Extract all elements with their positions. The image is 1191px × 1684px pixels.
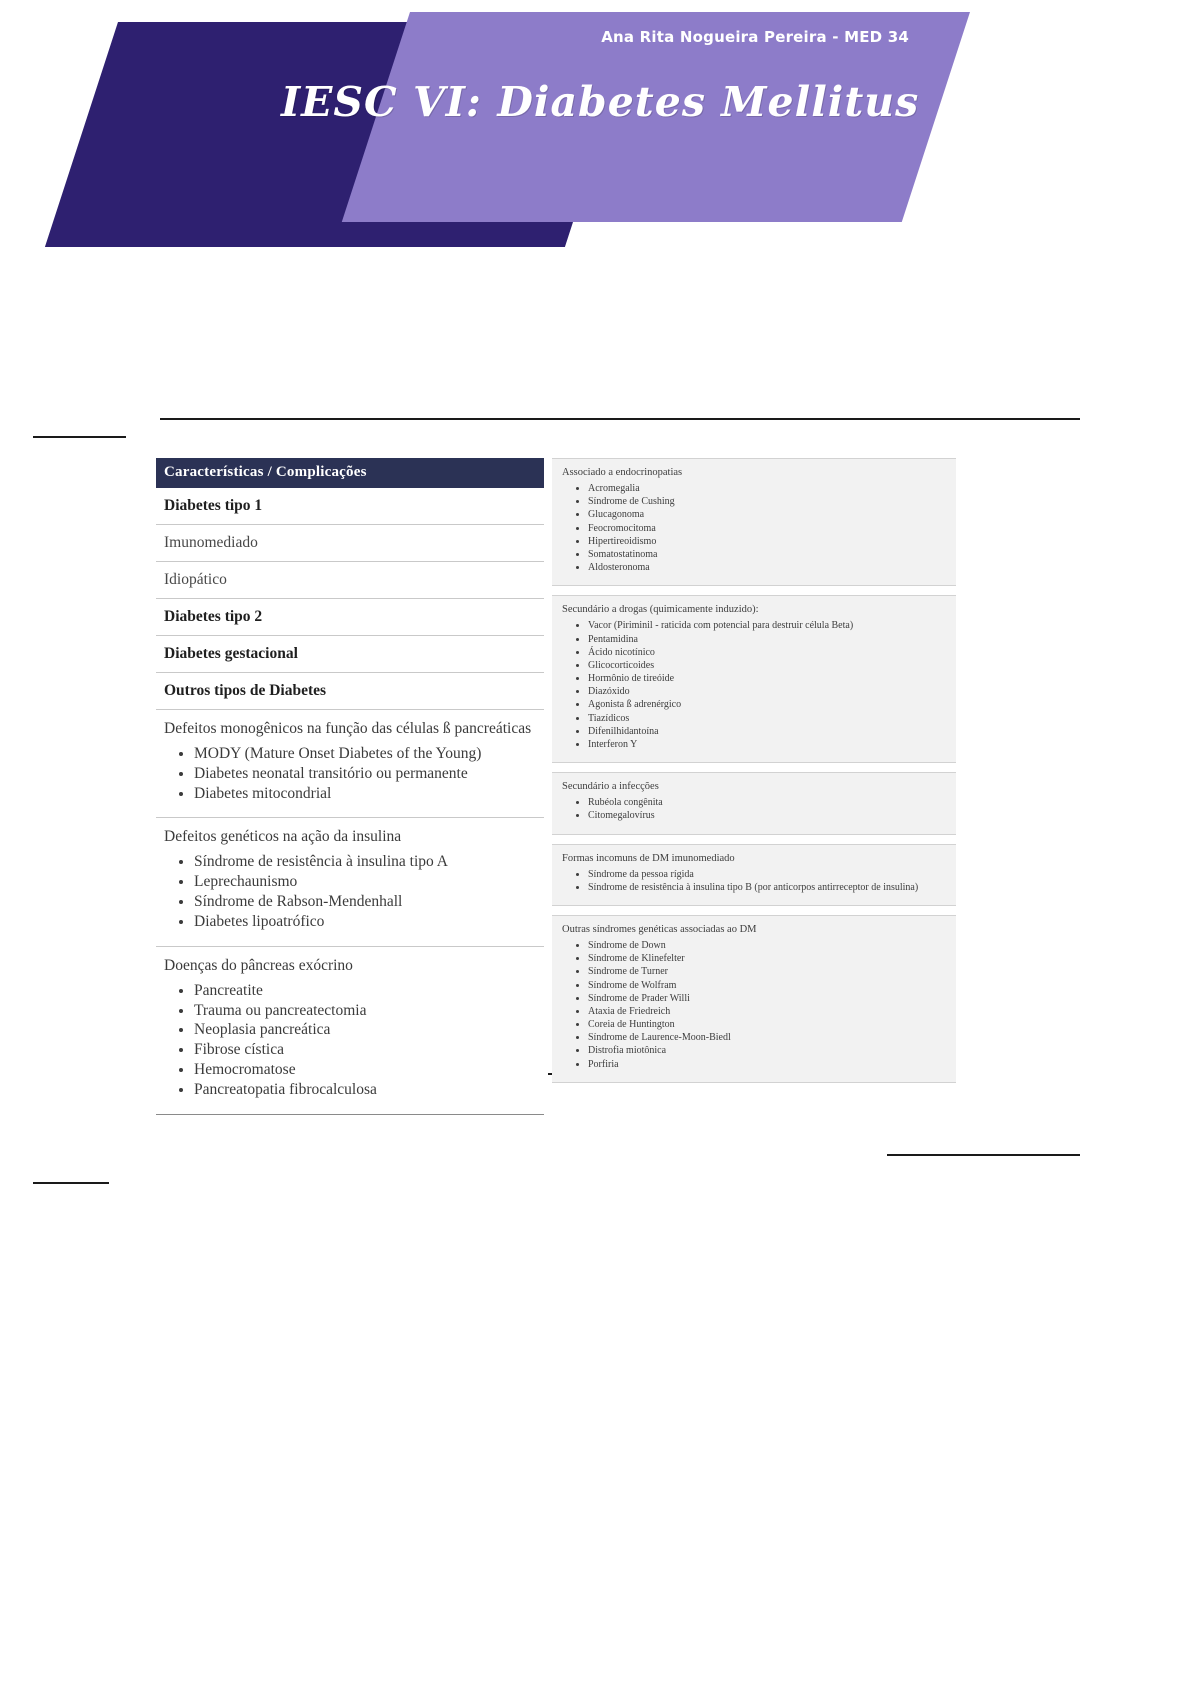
list-item: • Coreia de Huntington: [588, 1018, 946, 1031]
box-list: [562, 939, 946, 1071]
classification-table: [156, 458, 544, 1115]
box-list: [562, 482, 946, 574]
box-title: Associado a endocrinopatias: [562, 467, 683, 478]
list-item: • Diabetes lipoatrófico: [194, 912, 536, 932]
divider-left-upper: [33, 436, 126, 438]
list-item: • Hipertireoidismo: [588, 535, 946, 548]
table-row: Diabetes gestacional: [156, 636, 544, 673]
secondary-causes-panel: [552, 458, 956, 1092]
list-item: • Pancreatite: [194, 981, 536, 1001]
list-item: • Difenilhidantoína: [588, 725, 946, 738]
divider-left-lower: [33, 1182, 109, 1184]
list-item: • Diabetes neonatal transitório ou permanente: [194, 764, 536, 784]
info-box-infeccoes: [552, 772, 956, 834]
list-item: • Síndrome de Laurence-Moon-Biedl: [588, 1031, 946, 1044]
table-row: Outros tipos de Diabetes: [156, 673, 544, 710]
box-list: [562, 619, 946, 751]
box-title: Secundário a drogas (quimicamente induzido):: [562, 604, 759, 616]
table-row: Diabetes tipo 1: [156, 488, 544, 525]
info-box-sindromes-geneticas: [552, 915, 956, 1083]
section-title: Doenças do pâncreas exócrino: [164, 956, 353, 974]
list-item: • Hemocromatose: [194, 1060, 536, 1080]
list-item: • Síndrome de Down: [588, 939, 946, 952]
section-title: Defeitos genéticos na ação da insulina: [164, 828, 402, 846]
list-item: • Rubéola congênita: [588, 796, 946, 809]
list-item: • Aldosteronoma: [588, 561, 946, 574]
list-item: • Síndrome da pessoa rígida: [588, 868, 946, 881]
info-box-drogas: [552, 595, 956, 763]
list-item: • Síndrome de Wolfram: [588, 979, 946, 992]
page-title: IESC VI: Diabetes Mellitus: [281, 78, 920, 126]
list-item: • Síndrome de Turner: [588, 965, 946, 978]
list-item: • Glicocorticoides: [588, 659, 946, 672]
list-item: • Síndrome de Klinefelter: [588, 952, 946, 965]
table-section: [156, 818, 544, 946]
box-title: Secundário a infecções: [562, 781, 659, 793]
list-item: • MODY (Mature Onset Diabetes of the Young): [194, 744, 536, 764]
list-item: • Citomegalovírus: [588, 809, 946, 822]
list-item: • Síndrome de Rabson-Mendenhall: [194, 892, 536, 912]
list-item: • Fibrose cística: [194, 1040, 536, 1060]
info-box-endocrinopatias: [552, 458, 956, 586]
table-row: Imunomediado: [156, 525, 544, 562]
list-item: • Síndrome de Cushing: [588, 495, 946, 508]
list-item: • Ataxia de Friedreich: [588, 1005, 946, 1018]
list-item: • Neoplasia pancreática: [194, 1020, 536, 1040]
box-title: Formas incomuns de DM imunomediado: [562, 852, 735, 864]
list-item: • Síndrome de resistência à insulina tipo A: [194, 852, 536, 872]
list-item: • Diabetes mitocondrial: [194, 784, 536, 804]
info-box-formas-incomuns: [552, 844, 956, 906]
list-item: • Pentamidina: [588, 633, 946, 646]
list-item: • Glucagonoma: [588, 508, 946, 521]
list-item: • Síndrome de Prader Willi: [588, 992, 946, 1005]
page-banner: [0, 0, 1191, 300]
section-list: [164, 981, 536, 1100]
table-section: [156, 947, 544, 1115]
table-row: Diabetes tipo 2: [156, 599, 544, 636]
box-list: [562, 796, 946, 822]
list-item: • Hormônio de tireóide: [588, 672, 946, 685]
list-item: • Interferon Y: [588, 738, 946, 751]
list-item: • Acromegalia: [588, 482, 946, 495]
list-item: • Leprechaunismo: [194, 872, 536, 892]
list-item: • Porfiria: [588, 1058, 946, 1071]
section-list: [164, 852, 536, 931]
box-list: [562, 868, 946, 894]
list-item: • Distrofia miotônica: [588, 1044, 946, 1057]
section-list: [164, 744, 536, 803]
divider-right-lower: [887, 1154, 1080, 1156]
list-item: • Vacor (Piriminil - raticida com potencial para destruir célula Beta): [588, 619, 946, 632]
box-title: Outras síndromes genéticas associadas ao DM: [562, 923, 757, 935]
list-item: • Feocromocitoma: [588, 522, 946, 535]
list-item: • Síndrome de resistência à insulina tipo B (por anticorpos antirreceptor de insulina): [588, 881, 946, 894]
table-section: [156, 710, 544, 818]
author-line: Ana Rita Nogueira Pereira - MED 34: [601, 28, 909, 46]
section-title: Defeitos monogênicos na função das células ß pancreáticas: [164, 720, 532, 737]
list-item: • Agonista ß adrenérgico: [588, 698, 946, 711]
table-row: Idiopático: [156, 562, 544, 599]
list-item: • Tiazídicos: [588, 712, 946, 725]
list-item: • Trauma ou pancreatectomia: [194, 1001, 536, 1021]
list-item: • Diazóxido: [588, 685, 946, 698]
list-item: • Ácido nicotínico: [588, 646, 946, 659]
table-header: Características / Complicações: [156, 458, 544, 488]
list-item: • Somatostatinoma: [588, 548, 946, 561]
divider-top: [160, 418, 1080, 420]
list-item: • Pancreatopatia fibrocalculosa: [194, 1080, 536, 1100]
